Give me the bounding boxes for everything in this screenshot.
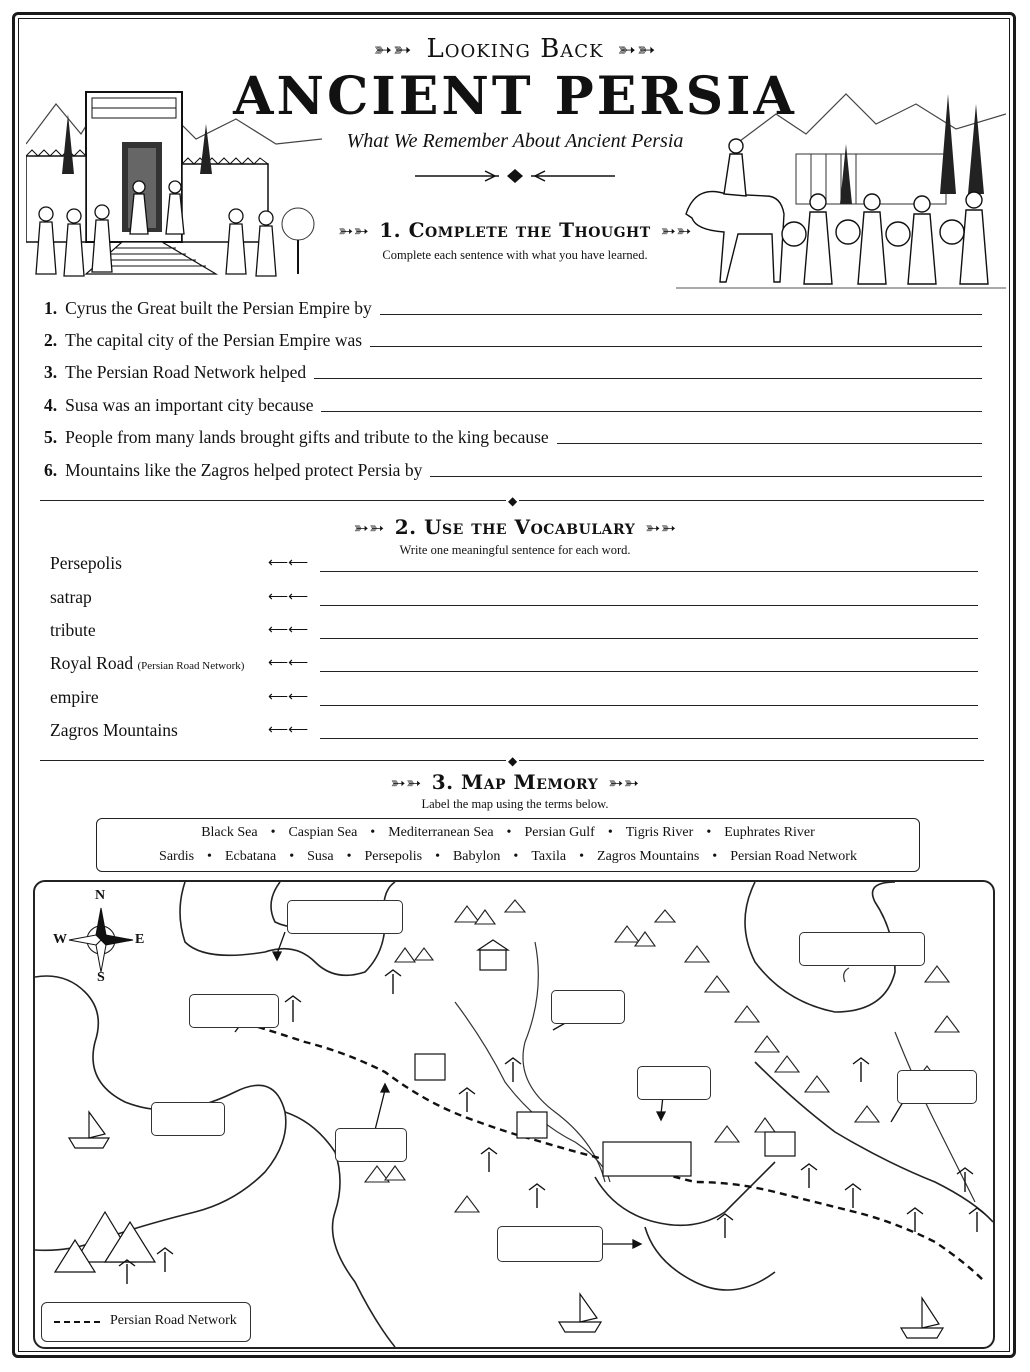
map-label-box[interactable] (189, 994, 279, 1028)
word-bank-term: Persian Gulf (524, 825, 595, 840)
bullet-separator: • (207, 849, 212, 864)
left-arrow-icon: ⟵⟵ (268, 690, 309, 705)
vocab-row (50, 617, 978, 641)
section3-instruction: Label the map using the terms below. (421, 797, 609, 811)
section1-title-text: 1. Complete the Thought (379, 218, 651, 242)
word-bank-term: Babylon (452, 849, 501, 864)
bullet-separator: • (346, 849, 352, 864)
road-dash-icon (54, 1321, 100, 1323)
bullet-separator: • (435, 849, 440, 864)
sentence-line[interactable] (320, 671, 978, 672)
word-bank-term: Caspian Sea (288, 825, 358, 840)
question-number: 6. (44, 460, 58, 480)
map-label-box[interactable] (897, 1070, 977, 1104)
word-bank-term: Taxila (531, 849, 567, 864)
answer-line[interactable] (430, 475, 982, 477)
compass-north: N (95, 888, 106, 903)
word-bank-term: Euphrates River (724, 825, 815, 840)
left-arrow-icon: ⟵⟵ (268, 656, 309, 671)
word-bank-term: Persian Road Network (730, 849, 857, 864)
bullet-separator: • (706, 825, 712, 840)
bullet-separator: • (579, 849, 585, 864)
page-subtitle: What We Remember About Ancient Persia (346, 130, 684, 152)
sentence-line[interactable] (320, 638, 978, 639)
map-label-box[interactable] (287, 900, 403, 934)
vocab-word: tribute (50, 620, 96, 640)
section2-title-text: 2. Use the Vocabulary (394, 515, 636, 539)
compass-south: S (97, 970, 105, 985)
compass-west: W (53, 932, 67, 947)
question-text: Mountains like the Zagros helped protect Persia by (65, 460, 423, 480)
left-arrow-icon: ⟵⟵ (268, 590, 309, 605)
question-row (44, 460, 982, 481)
question-row (44, 427, 982, 448)
section3-ornament-right-icon: ➳➳ (608, 773, 640, 794)
section3-title-text: 3. Map Memory (431, 770, 599, 794)
section3-title (0, 770, 1030, 794)
vocab-word: satrap (50, 587, 92, 607)
question-row (44, 395, 982, 416)
page-title: ANCIENT PERSIA (233, 66, 797, 127)
bullet-separator: • (607, 825, 613, 840)
vocab-word: empire (50, 687, 99, 707)
map-label-box[interactable] (497, 1226, 603, 1262)
question-number: 4. (44, 395, 58, 415)
question-number: 2. (44, 330, 58, 350)
section-divider (40, 754, 984, 768)
sentence-line[interactable] (320, 738, 978, 739)
section2-ornament-right-icon: ➳➳ (645, 518, 677, 539)
section1-title (0, 218, 1030, 242)
map-label-box[interactable] (551, 990, 625, 1024)
compass-east: E (135, 932, 145, 947)
answer-line[interactable] (380, 313, 982, 315)
word-bank-term: Black Sea (201, 825, 258, 840)
question-text: The capital city of the Persian Empire was (65, 330, 363, 350)
question-text: Cyrus the Great built the Persian Empire by (65, 298, 372, 318)
answer-line[interactable] (370, 345, 982, 347)
question-number: 3. (44, 362, 58, 382)
question-number: 1. (44, 298, 58, 318)
map-legend (41, 1302, 251, 1342)
ornament-left-icon: ➳➳ (373, 38, 413, 63)
question-text: Susa was an important city because (65, 395, 314, 415)
word-bank-term: Ecbatana (224, 849, 277, 864)
bullet-separator: • (370, 825, 376, 840)
map-panel (33, 880, 995, 1349)
section1-instruction: Complete each sentence with what you have learned. (382, 248, 648, 262)
word-bank-term: Tigris River (625, 825, 694, 840)
vocab-row (50, 650, 978, 674)
vocab-word: Zagros Mountains (50, 720, 178, 740)
sentence-line[interactable] (320, 605, 978, 606)
word-bank-term: Mediterranean Sea (388, 825, 494, 840)
word-bank-term: Persepolis (364, 849, 423, 864)
question-number: 5. (44, 427, 58, 447)
word-bank-row-2 (97, 849, 919, 865)
question-text: The Persian Road Network helped (65, 362, 307, 382)
ornament-right-icon: ➳➳ (617, 38, 657, 63)
answer-line[interactable] (557, 442, 982, 444)
answer-line[interactable] (321, 410, 982, 412)
question-text: People from many lands brought gifts and tribute to the king because (65, 427, 549, 447)
vocab-row (50, 717, 978, 741)
legend-label: Persian Road Network (110, 1313, 237, 1328)
vocab-row (50, 584, 978, 608)
header-kicker (0, 34, 1030, 64)
kicker-text: Looking Back (426, 34, 604, 64)
question-row (44, 298, 982, 319)
vocab-row (50, 684, 978, 708)
word-bank-term: Zagros Mountains (597, 849, 700, 864)
map-label-box[interactable] (335, 1128, 407, 1162)
vocab-row (50, 550, 978, 574)
diamond-icon: ◆ (508, 494, 518, 508)
question-row (44, 362, 982, 383)
answer-line[interactable] (314, 377, 982, 379)
section2-ornament-left-icon: ➳➳ (353, 518, 385, 539)
sentence-line[interactable] (320, 571, 978, 572)
left-arrow-icon: ⟵⟵ (268, 623, 309, 638)
section1-ornament-left-icon: ➳➳ (338, 221, 370, 242)
question-row (44, 330, 982, 351)
bullet-separator: • (712, 849, 718, 864)
map-label-box[interactable] (151, 1102, 225, 1136)
sentence-line[interactable] (320, 705, 978, 706)
map-label-box[interactable] (637, 1066, 711, 1100)
left-arrow-icon: ⟵⟵ (268, 556, 309, 571)
section3-ornament-left-icon: ➳➳ (390, 773, 422, 794)
word-bank (96, 818, 920, 872)
vocab-word: Royal Road (Persian Road Network) (50, 653, 245, 673)
section2-title (0, 515, 1030, 539)
bullet-separator: • (289, 849, 295, 864)
bullet-separator: • (270, 825, 276, 840)
word-bank-term: Susa (307, 849, 334, 864)
word-bank-term: Sardis (159, 849, 195, 864)
section2-instruction: Write one meaningful sentence for each word. (399, 543, 631, 557)
bullet-separator: • (506, 825, 512, 840)
section-divider (40, 494, 984, 508)
left-arrow-icon: ⟵⟵ (268, 723, 309, 738)
vocab-word: Persepolis (50, 553, 122, 573)
section1-ornament-right-icon: ➳➳ (660, 221, 692, 242)
word-bank-row-1 (97, 825, 919, 841)
map-label-box[interactable] (799, 932, 925, 966)
diamond-icon: ◆ (508, 754, 518, 768)
bullet-separator: • (513, 849, 519, 864)
